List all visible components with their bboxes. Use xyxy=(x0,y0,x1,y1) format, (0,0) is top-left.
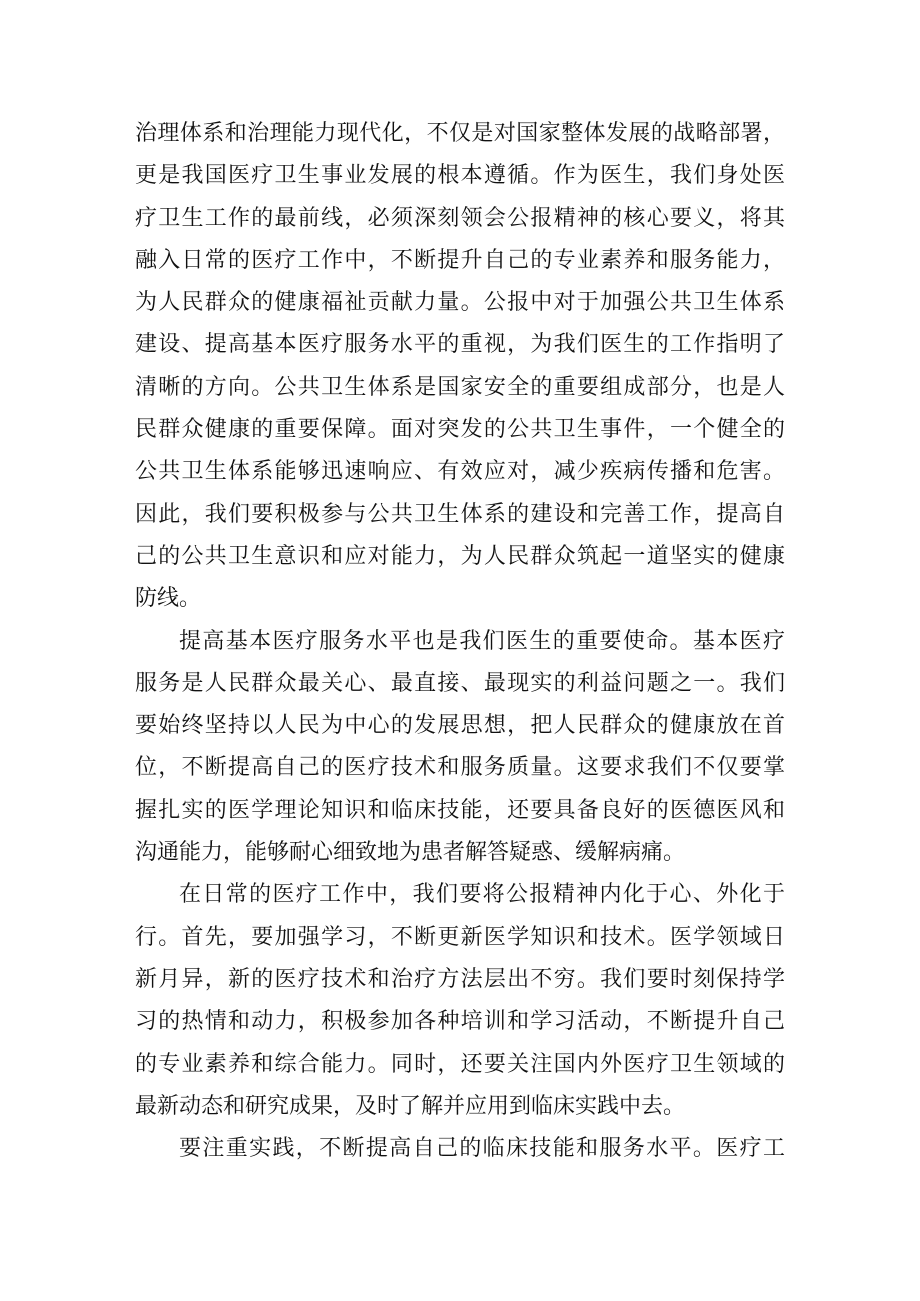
text-line: 在日常的医疗工作中，我们要将公报精神内化于心、外化于 xyxy=(179,882,785,908)
text-line: 民群众健康的重要保障。面对突发的公共卫生事件，一个健全的 xyxy=(135,417,785,443)
text-line: 治理体系和治理能力现代化，不仅是对国家整体发展的战略部署， xyxy=(135,121,785,146)
document-body xyxy=(135,113,785,1170)
text-line: 公共卫生体系能够迅速响应、有效应对，减少疾病传播和危害。 xyxy=(135,459,785,485)
text-line: 习的热情和动力，积极参加各种培训和学习活动，不断提升自己 xyxy=(135,1009,785,1035)
paragraph xyxy=(135,113,785,621)
text-line: 防线。 xyxy=(135,586,202,612)
text-line: 行。首先，要加强学习，不断更新医学知识和技术。医学领域日 xyxy=(135,924,785,950)
text-line: 己的公共卫生意识和应对能力，为人民群众筑起一道坚实的健康 xyxy=(135,543,785,569)
text-line: 最新动态和研究成果，及时了解并应用到临床实践中去。 xyxy=(135,1093,686,1119)
text-line: 要注重实践，不断提高自己的临床技能和服务水平。医疗工 xyxy=(179,1136,785,1162)
text-line: 提高基本医疗服务水平也是我们医生的重要使命。基本医疗 xyxy=(179,628,785,654)
text-line: 握扎实的医学理论知识和临床技能，还要具备良好的医德医风和 xyxy=(135,797,785,823)
text-line: 清晰的方向。公共卫生体系是国家安全的重要组成部分，也是人 xyxy=(135,374,785,400)
text-line: 要始终坚持以人民为中心的发展思想，把人民群众的健康放在首 xyxy=(135,713,785,739)
text-line: 融入日常的医疗工作中，不断提升自己的专业素养和服务能力， xyxy=(135,247,785,273)
paragraph xyxy=(135,1128,785,1170)
text-line: 位，不断提高自己的医疗技术和服务质量。这要求我们不仅要掌 xyxy=(135,755,785,781)
text-line: 沟通能力，能够耐心细致地为患者解答疑惑、缓解病痛。 xyxy=(135,840,686,866)
text-line: 服务是人民群众最关心、最直接、最现实的利益问题之一。我们 xyxy=(135,670,785,696)
text-line: 为人民群众的健康福祉贡献力量。公报中对于加强公共卫生体系 xyxy=(135,290,785,316)
text-line: 疗卫生工作的最前线，必须深刻领会公报精神的核心要义，将其 xyxy=(135,205,785,231)
text-line: 新月异，新的医疗技术和治疗方法层出不穷。我们要时刻保持学 xyxy=(135,966,785,992)
text-line: 更是我国医疗卫生事业发展的根本遵循。作为医生，我们身处医 xyxy=(135,163,785,189)
text-line: 因此，我们要积极参与公共卫生体系的建设和完善工作，提高自 xyxy=(135,501,785,527)
text-line: 建设、提高基本医疗服务水平的重视，为我们医生的工作指明了 xyxy=(135,332,785,358)
paragraph xyxy=(135,621,785,875)
paragraph xyxy=(135,874,785,1128)
text-line: 的专业素养和综合能力。同时，还要关注国内外医疗卫生领域的 xyxy=(135,1051,785,1077)
